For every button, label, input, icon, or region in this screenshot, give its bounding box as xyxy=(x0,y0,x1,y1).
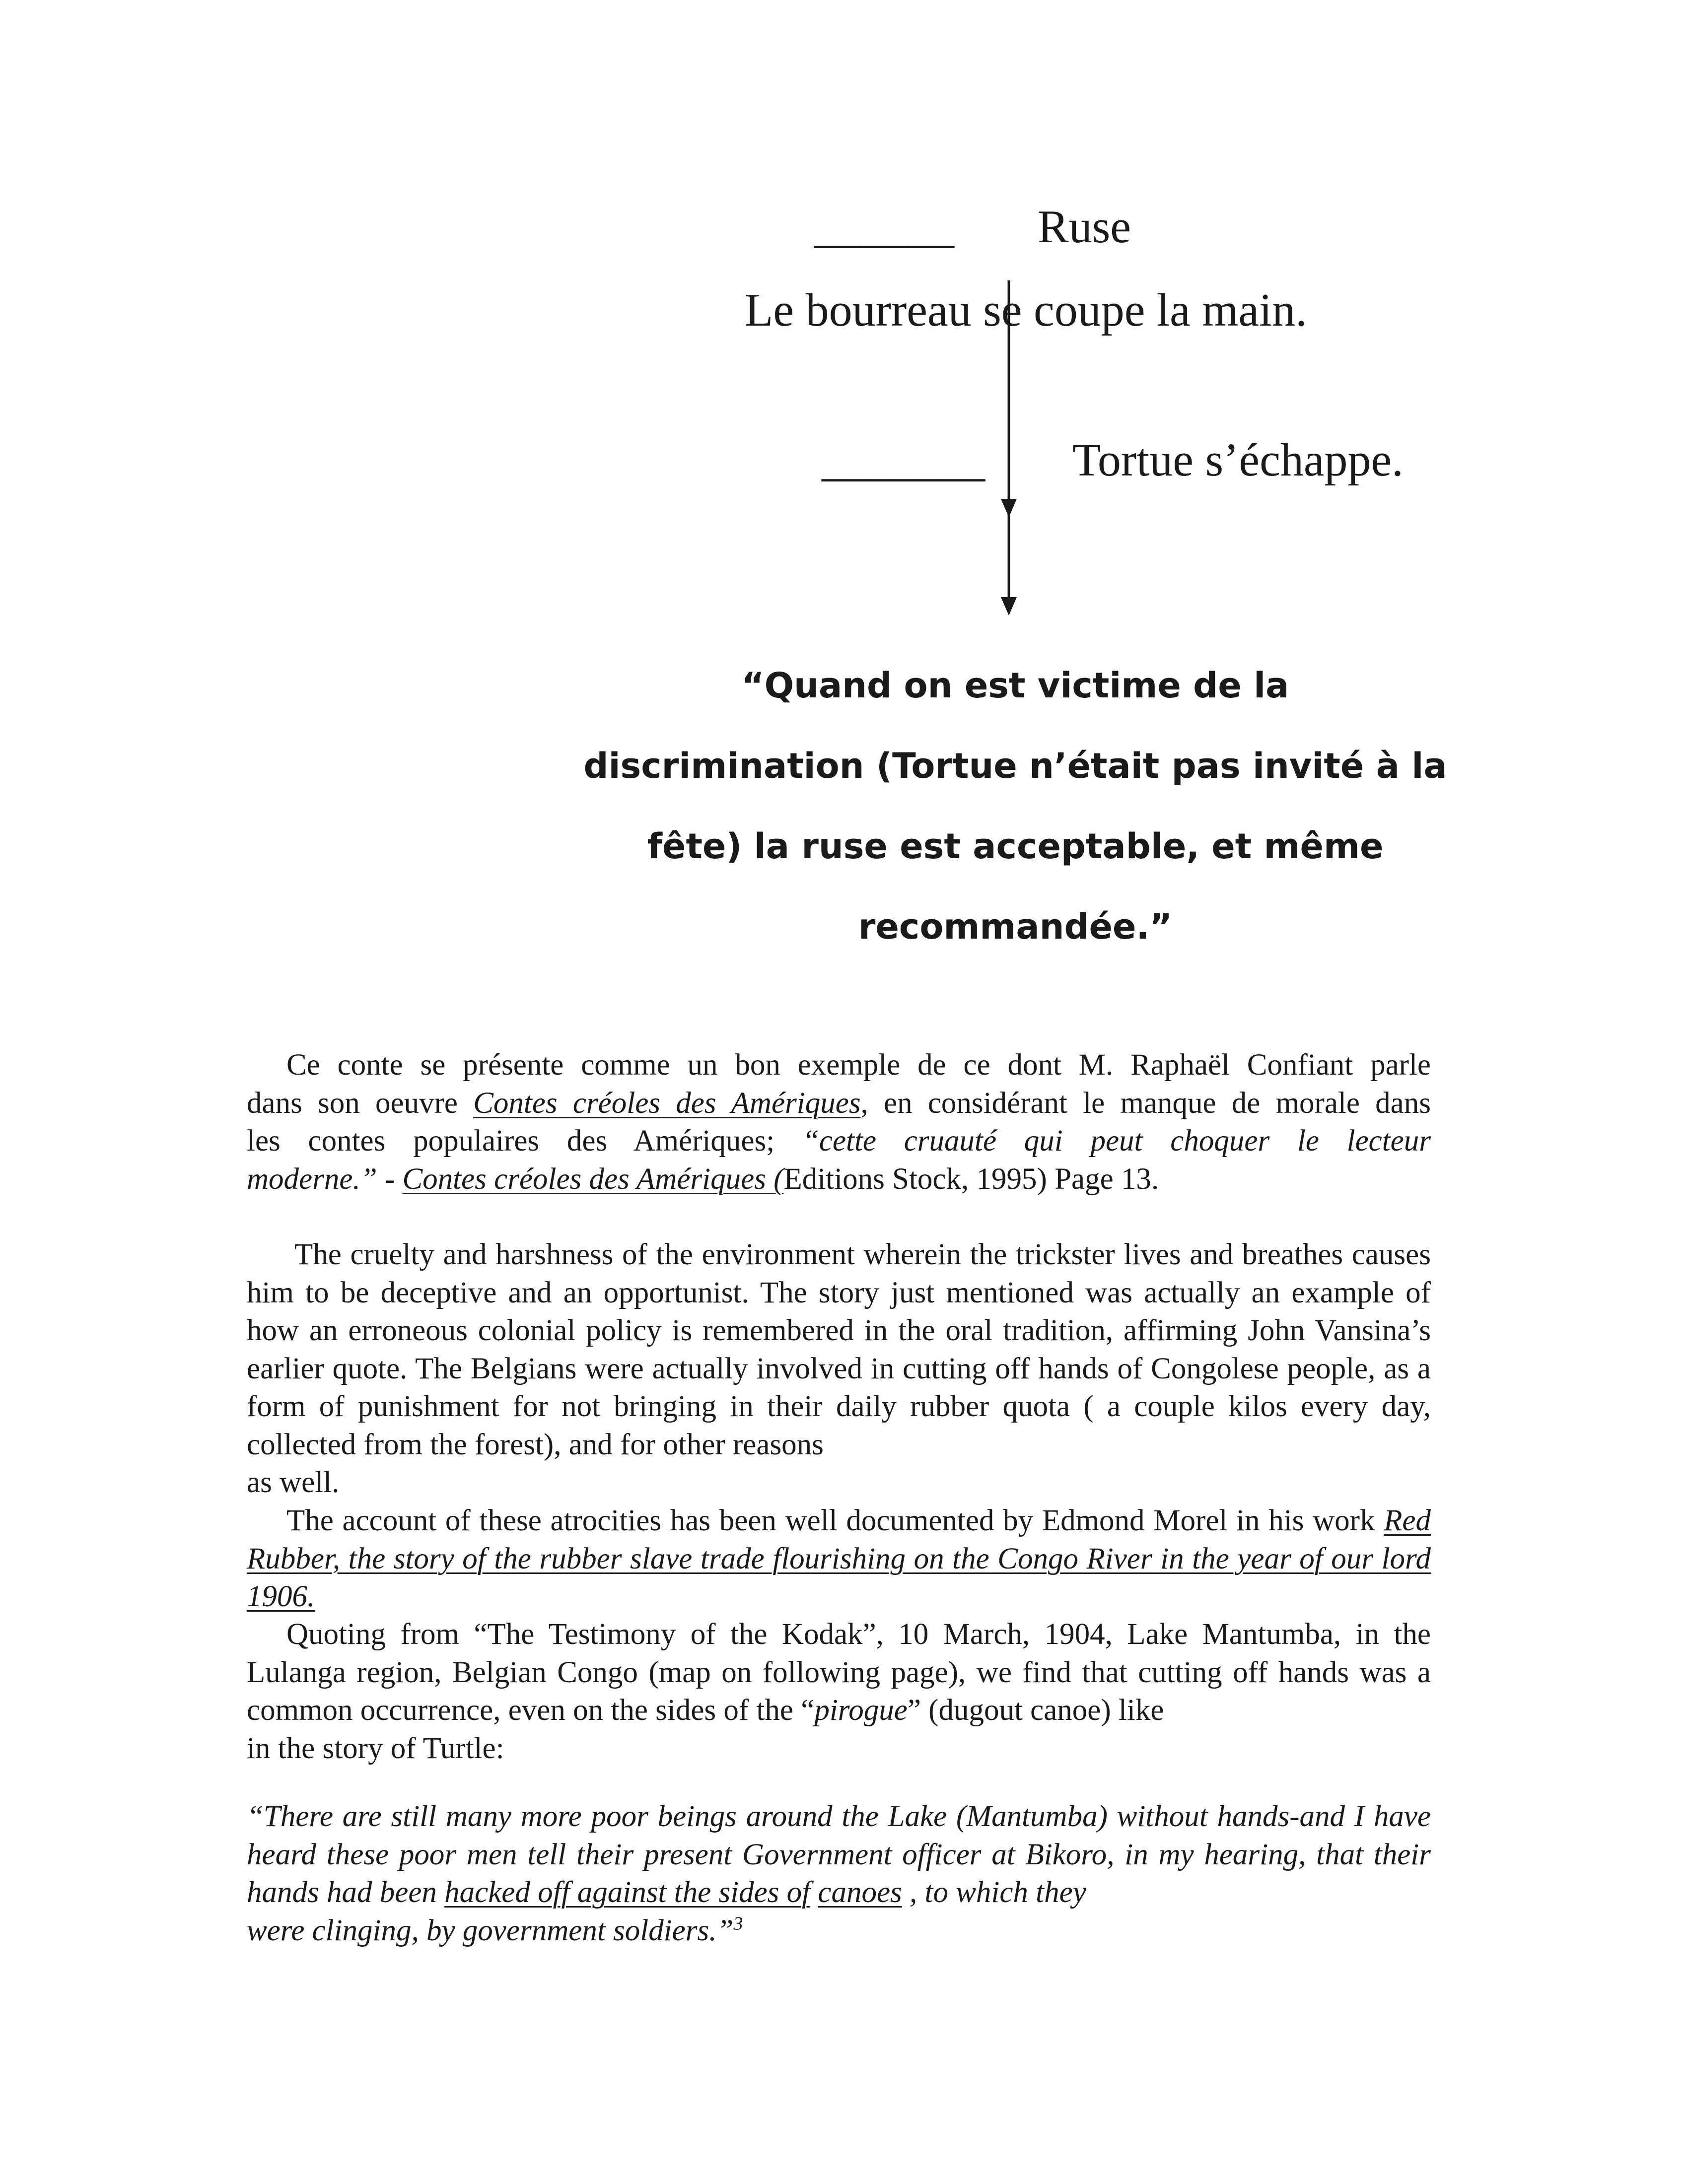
book-title-contes: Contes créoles des Amériques xyxy=(473,1086,861,1120)
paragraph-cruelty xyxy=(247,1236,1431,1502)
blank-top: ______ xyxy=(814,201,954,253)
p1-line-2-post: , en considérant le manque de morale dans xyxy=(860,1086,1431,1120)
diagram-step-1: Le bourreau se coupe la main. xyxy=(745,284,1307,336)
paragraph-morel xyxy=(247,1502,1431,1616)
p4-pirogue: pirogue xyxy=(814,1694,908,1727)
book-title-contes-ref: Contes créoles des Amériques ( xyxy=(402,1162,784,1196)
blank-mid: _______ xyxy=(822,434,985,486)
p5-last: were clinging, by government soldiers.” xyxy=(247,1913,734,1947)
moral-quote-line-2: discrimination (Tortue n’était pas invité à la xyxy=(583,746,1447,786)
p1-line-1: Ce conte se présente comme un bon exemple de ce dont M. Raphaël Confiant parle xyxy=(286,1048,1431,1082)
p1-line-3-pre: les contes populaires des Amériques; xyxy=(247,1124,802,1158)
book-title-red-rubber: Red Rubber, the story of the rubber slave trade flourishing on the Congo River in the year of our lord 1906. xyxy=(247,1504,1431,1613)
moral-quote-line-3: fête) la ruse est acceptable, et même xyxy=(647,826,1384,867)
moral-quote-line-1: “Quand on est victime de la xyxy=(741,665,1289,706)
p2-text: The cruelty and harshness of the environment wherein the trickster lives and breathes causes him to be deceptive and an opportunist. The story just mentioned was actually an example of how an erroneous colonial policy is remembered in the oral tradition, affirming John Vansina’s earlier quote. The Belgians were actually involved in cutting off hands of Congolese people, as a form of punishment for not bringing in their daily rubber quota ( a couple kilos every day, collected from the forest), and for other reasons xyxy=(247,1238,1431,1461)
p5-underline-canoes: canoes xyxy=(818,1876,902,1909)
p4-post: ” (dugout canoe) like xyxy=(907,1694,1164,1727)
p4-pre: Quoting from “The Testimony of the Kodak”, 10 March, 1904, Lake Mantumba, in the Lulanga region, Belgian Congo (map on following page), we find that cutting off hands was a common occurrence, even on the sides of the “ xyxy=(247,1618,1431,1727)
p1-line-4-post: Editions Stock, 1995) Page 13. xyxy=(783,1162,1159,1196)
moral-quote xyxy=(571,645,1460,967)
p5-underline-hacked: hacked off against the sides of xyxy=(444,1876,811,1909)
p1-line-4-quote: moderne.” xyxy=(247,1162,377,1196)
p5-mid xyxy=(810,1876,818,1909)
paragraph-kodak xyxy=(247,1616,1431,1768)
footnote-marker: 3 xyxy=(733,1913,743,1934)
paragraph-testimony-quote xyxy=(247,1798,1431,1950)
p5-pre: “There are still many more poor beings around the Lake (Mantumba) without hands-and I have heard these poor men tell their present Government officer at Bikoro, in my hearing, that their hands had been xyxy=(247,1800,1431,1909)
p5-post: , to which they xyxy=(902,1876,1086,1909)
p4-last: in the story of Turtle: xyxy=(247,1731,504,1765)
p2-last: as well. xyxy=(247,1466,340,1499)
diagram-title: Ruse xyxy=(1038,201,1131,253)
p1-line-3-quote: “cette cruauté qui peut choquer le lecteur xyxy=(802,1124,1431,1158)
p3-pre: The account of these atrocities has been well documented by Edmond Morel in his work xyxy=(286,1504,1384,1537)
moral-quote-line-4: recommandée.” xyxy=(858,906,1173,947)
flow-arrow-head-1 xyxy=(1001,499,1017,517)
flow-arrow-head-2 xyxy=(1001,597,1017,615)
diagram-step-2: Tortue s’échappe. xyxy=(1072,434,1404,486)
paragraph-confiant xyxy=(247,1046,1431,1198)
p1-dash: - xyxy=(377,1162,403,1196)
p1-line-2-pre: dans son oeuvre xyxy=(247,1086,474,1120)
